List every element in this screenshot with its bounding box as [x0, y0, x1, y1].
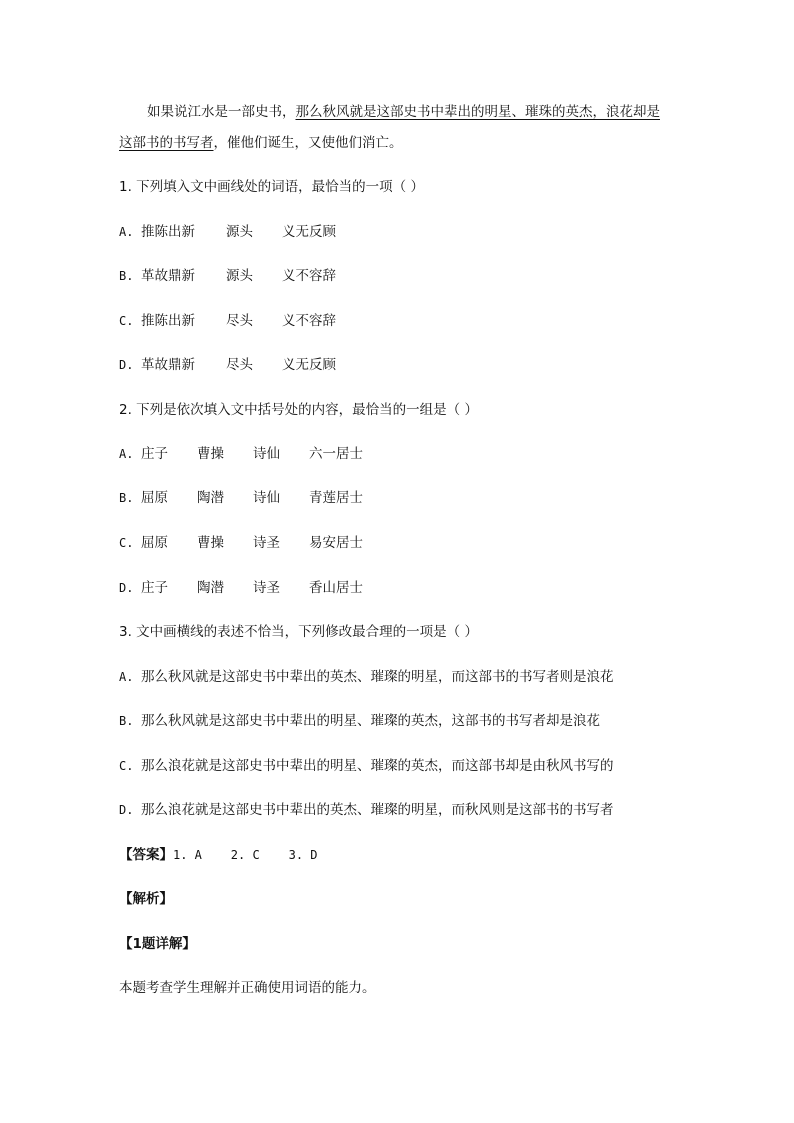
option-text: 那么秋风就是这部史书中辈出的明星、璀璨的英杰，这部书的书写者却是浪花: [141, 713, 600, 729]
option-word-1: 推陈出新: [141, 313, 195, 329]
passage-line-1: [147, 106, 660, 120]
option-letter: B.: [119, 491, 134, 505]
q1-option-d: [119, 359, 336, 373]
option-letter: B.: [119, 269, 134, 283]
option-word-1: 推陈出新: [141, 224, 195, 240]
option-letter: D.: [119, 358, 134, 372]
option-word-3: 义无反顾: [282, 357, 336, 373]
option-letter: D.: [119, 803, 134, 817]
question-3-stem: 3. 文中画横线的表述不恰当，下列修改最合理的一项是（ ）: [119, 624, 478, 640]
option-word-3: 诗圣: [253, 580, 280, 596]
q3-option-c: [119, 760, 614, 774]
answer-text: 1. A 2. C 3. D: [173, 848, 318, 862]
option-word-3: 义不容辞: [282, 268, 336, 284]
q2-option-c: [119, 537, 363, 551]
q2-option-d: [119, 582, 363, 596]
option-word-1: 庄子: [141, 580, 168, 596]
q1-option-c: [119, 315, 336, 329]
option-letter: C.: [119, 759, 134, 773]
option-word-3: 诗圣: [253, 535, 280, 551]
option-letter: A.: [119, 447, 134, 461]
option-text: 那么浪花就是这部史书中辈出的明星、璀璨的英杰，而这部书却是由秋风书写的: [141, 758, 614, 774]
option-text: 那么秋风就是这部史书中辈出的英杰、璀璨的明星，而这部书的书写者则是浪花: [141, 669, 614, 685]
option-word-4: 香山居士: [309, 580, 363, 596]
option-word-3: 诗仙: [253, 446, 280, 462]
answer-label: 【答案】: [119, 847, 173, 863]
option-letter: A.: [119, 670, 134, 684]
option-word-3: 义无反顾: [282, 224, 336, 240]
option-word-1: 革故鼎新: [141, 357, 195, 373]
q3-option-a: [119, 671, 614, 685]
passage-underlined-1: 那么秋风就是这部史书中辈出的明星、璀珠的英杰，浪花却是: [295, 104, 660, 120]
analysis-body: 本题考查学生理解并正确使用词语的能力。: [119, 980, 376, 996]
option-word-1: 屈原: [141, 535, 168, 551]
passage-line-1-plain: 如果说江水是一部史书，: [147, 104, 296, 120]
option-word-2: 源头: [226, 224, 253, 240]
answer-line: [119, 849, 318, 863]
option-letter: D.: [119, 581, 134, 595]
option-word-3: 义不容辞: [282, 313, 336, 329]
q1-option-b: [119, 270, 336, 284]
passage-line-2: [119, 137, 403, 151]
option-word-2: 源头: [226, 268, 253, 284]
option-word-2: 陶潜: [197, 580, 224, 596]
q3-option-d: [119, 804, 614, 818]
option-word-2: 曹操: [197, 446, 224, 462]
question-1-stem: 1. 下列填入文中画线处的词语，最恰当的一项（ ）: [119, 179, 424, 195]
option-word-4: 六一居士: [309, 446, 363, 462]
option-word-1: 庄子: [141, 446, 168, 462]
analysis-label: 【解析】: [119, 891, 173, 907]
passage-line-2-plain: ，催他们诞生，又使他们消亡。: [213, 135, 403, 151]
q3-option-b: [119, 715, 600, 729]
question-2-stem: 2. 下列是依次填入文中括号处的内容，最恰当的一组是（ ）: [119, 402, 478, 418]
option-word-2: 尽头: [226, 313, 253, 329]
option-word-2: 尽头: [226, 357, 253, 373]
option-letter: A.: [119, 225, 134, 239]
option-word-4: 易安居士: [309, 535, 363, 551]
passage-underlined-2: 这部书的书写者: [119, 135, 214, 151]
q1-option-a: [119, 226, 336, 240]
option-text: 那么浪花就是这部史书中辈出的英杰、璀璨的明星，而秋风则是这部书的书写者: [141, 802, 614, 818]
option-word-2: 陶潜: [197, 490, 224, 506]
option-word-1: 屈原: [141, 490, 168, 506]
option-letter: B.: [119, 714, 134, 728]
option-word-2: 曹操: [197, 535, 224, 551]
q2-option-a: [119, 448, 363, 462]
option-letter: C.: [119, 536, 134, 550]
analysis-sub-label: 【1题详解】: [119, 936, 196, 952]
option-word-1: 革故鼎新: [141, 268, 195, 284]
option-word-4: 青莲居士: [309, 490, 363, 506]
option-letter: C.: [119, 314, 134, 328]
option-word-3: 诗仙: [253, 490, 280, 506]
q2-option-b: [119, 492, 363, 506]
